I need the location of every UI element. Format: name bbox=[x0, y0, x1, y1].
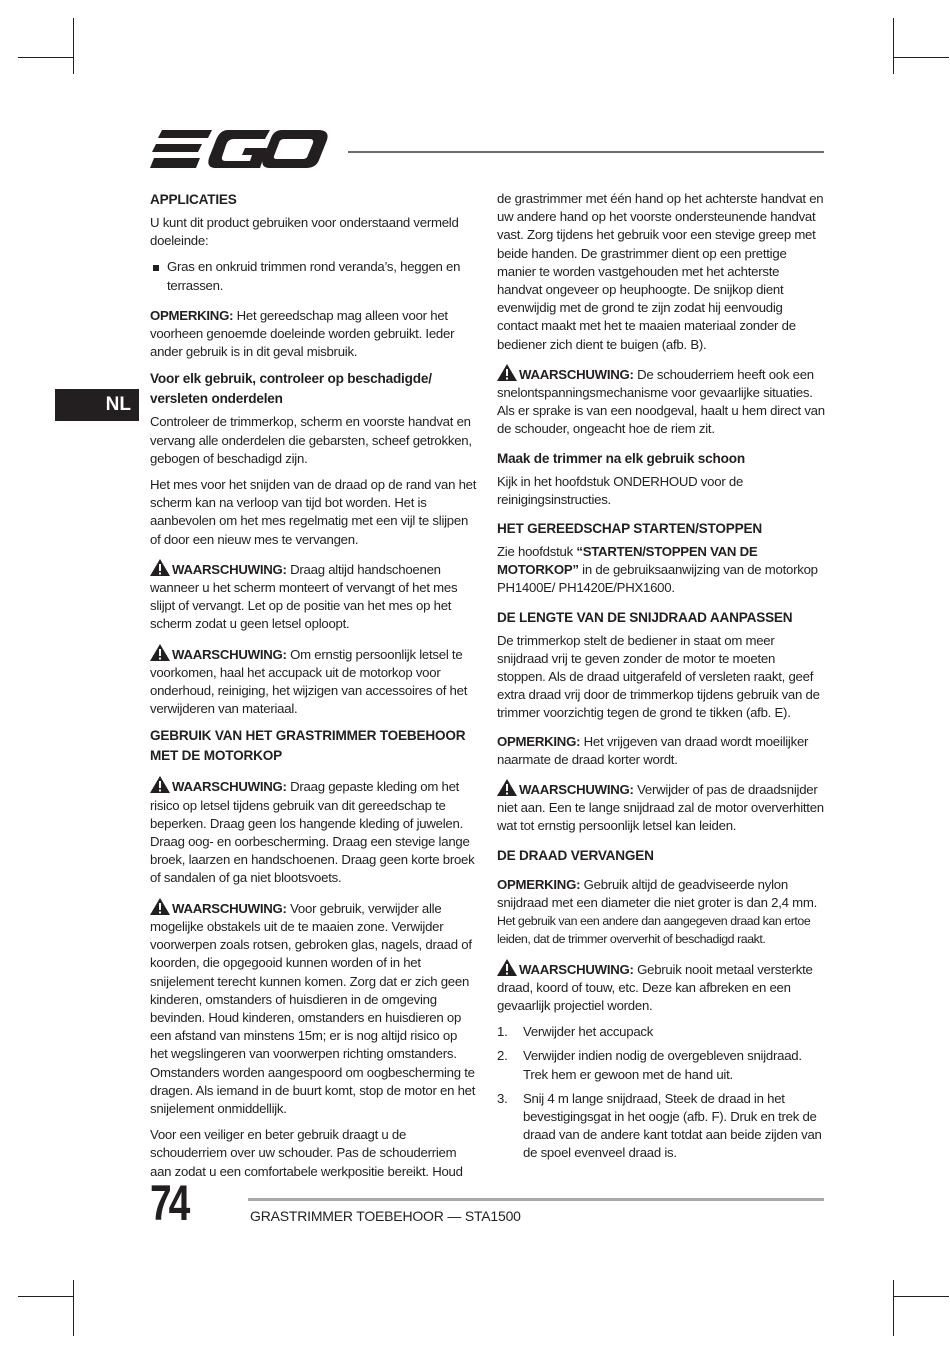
warning bbox=[150, 776, 478, 887]
language-tab: NL bbox=[55, 389, 139, 421]
warning-label: WAARSCHUWING: bbox=[519, 366, 634, 382]
warning-label: WAARSCHUWING: bbox=[172, 561, 287, 577]
note-text: Het vrijgeven van draad wordt moeilijker naarmate de draad korter wordt. bbox=[497, 733, 809, 767]
warning bbox=[497, 959, 825, 1016]
section-heading: Voor elk gebruik, controleer op beschadigde/ versleten onderdelen bbox=[150, 371, 432, 407]
section-heading: GEBRUIK VAN HET GRASTRIMMER TOEBEHOOR MET DE MOTORKOP bbox=[150, 728, 466, 764]
note bbox=[497, 733, 825, 769]
crop-mark bbox=[73, 18, 74, 74]
warning bbox=[150, 559, 478, 634]
note bbox=[497, 876, 825, 949]
warning-icon bbox=[497, 364, 517, 381]
paragraph: Kijk in het hoofdstuk ONDERHOUD voor de reinigingsinstructies. bbox=[497, 473, 744, 507]
warning-text: Gebruik nooit metaal versterkte draad, koord of touw, etc. Deze kan afbreken en een gevaarlijk projectiel worden. bbox=[497, 961, 813, 1013]
crop-mark bbox=[893, 1296, 949, 1297]
footer-text: GRASTRIMMER TOEBEHOOR — STA1500 bbox=[250, 1208, 521, 1224]
bullet-list bbox=[150, 258, 478, 294]
crop-mark bbox=[893, 57, 949, 58]
warning bbox=[497, 779, 825, 836]
warning-text: Verwijder of pas de draadsnijder niet aan. Een te lange snijdraad zal de motor oververhitten wat tot ernstig persoonlijk letsel kan leiden. bbox=[497, 782, 824, 834]
warning-label: WAARSCHUWING: bbox=[172, 646, 287, 662]
note-text: Het gereedschap mag alleen voor het voorheen genoemde doeleinde worden gebruikt. Ieder ander gebruik is in dit geval misbruik. bbox=[150, 307, 455, 360]
warning-icon bbox=[150, 644, 170, 661]
note-label: OPMERKING: bbox=[497, 733, 581, 749]
warning-label: WAARSCHUWING: bbox=[519, 961, 634, 977]
paragraph-text: Zie hoofdstuk bbox=[497, 544, 577, 560]
crop-mark bbox=[18, 1296, 74, 1297]
warning-text: Draag gepaste kleding om het risico op letsel tijdens gebruik van dit gereedschap te beperken. Draag geen los hangende kleding of juwelen. Draag oog- en oorbescherming. Draag een stevige lange broek, laarzen en handschoenen. Draag geen korte broek of sandalen of ga niet blootsvoets. bbox=[150, 779, 475, 886]
paragraph: Voor een veiliger en beter gebruik draagt u de schouderriem over uw schouder. Pas de schouderriem aan zodat u een comfortabele werkpositie bereikt. Houd bbox=[150, 1127, 463, 1179]
warning-text: Draag altijd handschoenen wanneer u het scherm monteert of vervangt of het mes slijpt of vervangt. Let op de positie van het mes op het scherm zodat u geen letsel oploopt. bbox=[150, 561, 458, 632]
header-rule bbox=[348, 151, 824, 153]
crop-mark bbox=[73, 1280, 74, 1336]
step-text: Verwijder het accupack bbox=[523, 1024, 654, 1040]
step-number: 2. bbox=[497, 1048, 508, 1064]
warning-label: WAARSCHUWING: bbox=[172, 779, 287, 795]
crop-mark bbox=[893, 18, 894, 74]
paragraph: De trimmerkop stelt de bediener in staat om meer snijdraad vrij te geven zonder de motor te moeten stoppen. Als de draad uitgerafeld of versleten raakt, geef extra draad vrij door de trimmerkop tijdens gebruik van de trimmer voorzichtig tegen de grond te tikken (afb. E). bbox=[497, 632, 820, 721]
note-label: OPMERKING: bbox=[497, 876, 581, 892]
note bbox=[150, 307, 478, 362]
warning-icon bbox=[150, 898, 170, 915]
paragraph-text: in de gebruiksaanwijzing van de motorkop PH1400E/ PH1420E/PHX1600. bbox=[497, 562, 818, 596]
warning-text: Om ernstig persoonlijk letsel te voorkomen, haal het accupack uit de motorkop voor onderhoud, reiniging, het wijzigen van accessoires of het verwijderen van materiaal. bbox=[150, 646, 468, 717]
list-item bbox=[497, 1090, 825, 1163]
warning-icon bbox=[150, 776, 170, 793]
step-text: Snij 4 m lange snijdraad, Steek de draad in het bevestigingsgat in het oogje (afb. F). Druk en trek de draad van de andere kant totdat aan beide zijden van de spoel evenveel draad is. bbox=[523, 1090, 822, 1161]
left-column bbox=[150, 190, 478, 1189]
list-item bbox=[497, 1023, 825, 1041]
section-heading: Maak de trimmer na elk gebruik schoon bbox=[497, 450, 745, 466]
warning-text: Voor gebruik, verwijder alle mogelijke obstakels uit de te maaien zone. Verwijder voorwerpen zoals rotsen, gebroken glas, nagels, draad of koorden, die opgegooid kunnen worden of in het snijelement terecht kunnen komen. Zorg dat er zich geen kinderen, omstanders of huisdieren in de omgeving bevinden. Houd kinderen, omstanders en huisdieren op een afstand van minstens 15m; er is nog altijd risico op het wegslingeren van voorwerpen richting omstanders. Omstanders worden aangespoord om oogbescherming te dragen. Als iemand in de buurt komt, stop de motor en het snijelement onmiddellijk. bbox=[150, 900, 476, 1116]
section-heading: DE DRAAD VERVANGEN bbox=[497, 847, 654, 863]
paragraph: de grastrimmer met één hand op het achterste handvat en uw andere hand op het voorste ondersteunende handvat vast. Zorg tijdens het gebruik voor een stevige greep met beide handen. De grastrimmer dient op een prettige manier te worden vastgehouden met het achterste handvat ongeveer op heuphoogte. De snijkop dient evenwijdig met de grond te zijn zodat hij eenvoudig contact maakt met het te maaien materiaal zonder de bediener zich dient te buigen (afb. B). bbox=[497, 191, 824, 352]
chapter-reference: “STARTEN/STOPPEN VAN DE MOTORKOP” bbox=[497, 544, 758, 578]
warning bbox=[150, 644, 478, 719]
warning-label: WAARSCHUWING: bbox=[172, 900, 287, 916]
paragraph: U kunt dit product gebruiken voor onderstaand vermeld doeleinde: bbox=[150, 215, 459, 249]
warning bbox=[150, 898, 478, 1118]
steps-list bbox=[497, 1023, 825, 1162]
list-item: Gras en onkruid trimmen rond veranda’s, heggen en terrassen. bbox=[150, 258, 478, 294]
warning bbox=[497, 364, 825, 439]
paragraph: Controleer de trimmerkop, scherm en voorste handvat en vervang alle onderdelen die gebarsten, scheef getrokken, gebogen of beschadigd zijn. bbox=[150, 414, 472, 466]
crop-mark bbox=[893, 1280, 894, 1336]
warning-icon bbox=[497, 779, 517, 796]
warning-text: De schouderriem heeft ook een snelontspanningsmechanisme voor gevaarlijke situaties. Als er sprake is van een noodgeval, haalt u hem direct van de schouder, ongeacht hoe de riem zit. bbox=[497, 366, 825, 437]
warning-icon bbox=[150, 559, 170, 576]
note-text: Gebruik altijd de geadviseerde nylon snijdraad met een diameter die niet groter is dan 2,4 mm. bbox=[497, 876, 818, 910]
step-number: 3. bbox=[497, 1090, 508, 1106]
paragraph: Het mes voor het snijden van de draad op de rand van het scherm kan na verloop van tijd bot worden. Het is aanbevolen om het mes regelmatig met een vijl te slijpen of door een nieuw mes te vervangen. bbox=[150, 477, 477, 547]
right-column bbox=[497, 190, 825, 1169]
warning-icon bbox=[497, 959, 517, 976]
step-text: Verwijder indien nodig de overgebleven snijdraad. Trek hem er gewoon met de hand uit. bbox=[523, 1048, 802, 1082]
paragraph bbox=[497, 543, 825, 598]
section-heading: DE LENGTE VAN DE SNIJDRAAD AANPASSEN bbox=[497, 609, 793, 625]
page-number: 74 bbox=[150, 1175, 188, 1231]
warning-label: WAARSCHUWING: bbox=[519, 782, 634, 798]
step-number: 1. bbox=[497, 1024, 508, 1040]
crop-mark bbox=[18, 57, 74, 58]
section-heading: HET GEREEDSCHAP STARTEN/STOPPEN bbox=[497, 521, 762, 537]
section-heading: APPLICATIES bbox=[150, 192, 237, 207]
footer-rule bbox=[248, 1198, 824, 1201]
brand-logo bbox=[150, 128, 330, 172]
note-label: OPMERKING: bbox=[150, 307, 234, 323]
note-text: Het gebruik van een andere dan aangegeven draad kan ertoe leiden, dat de trimmer oververhit of beschadigd raakt. bbox=[497, 914, 811, 947]
list-item bbox=[497, 1047, 825, 1083]
